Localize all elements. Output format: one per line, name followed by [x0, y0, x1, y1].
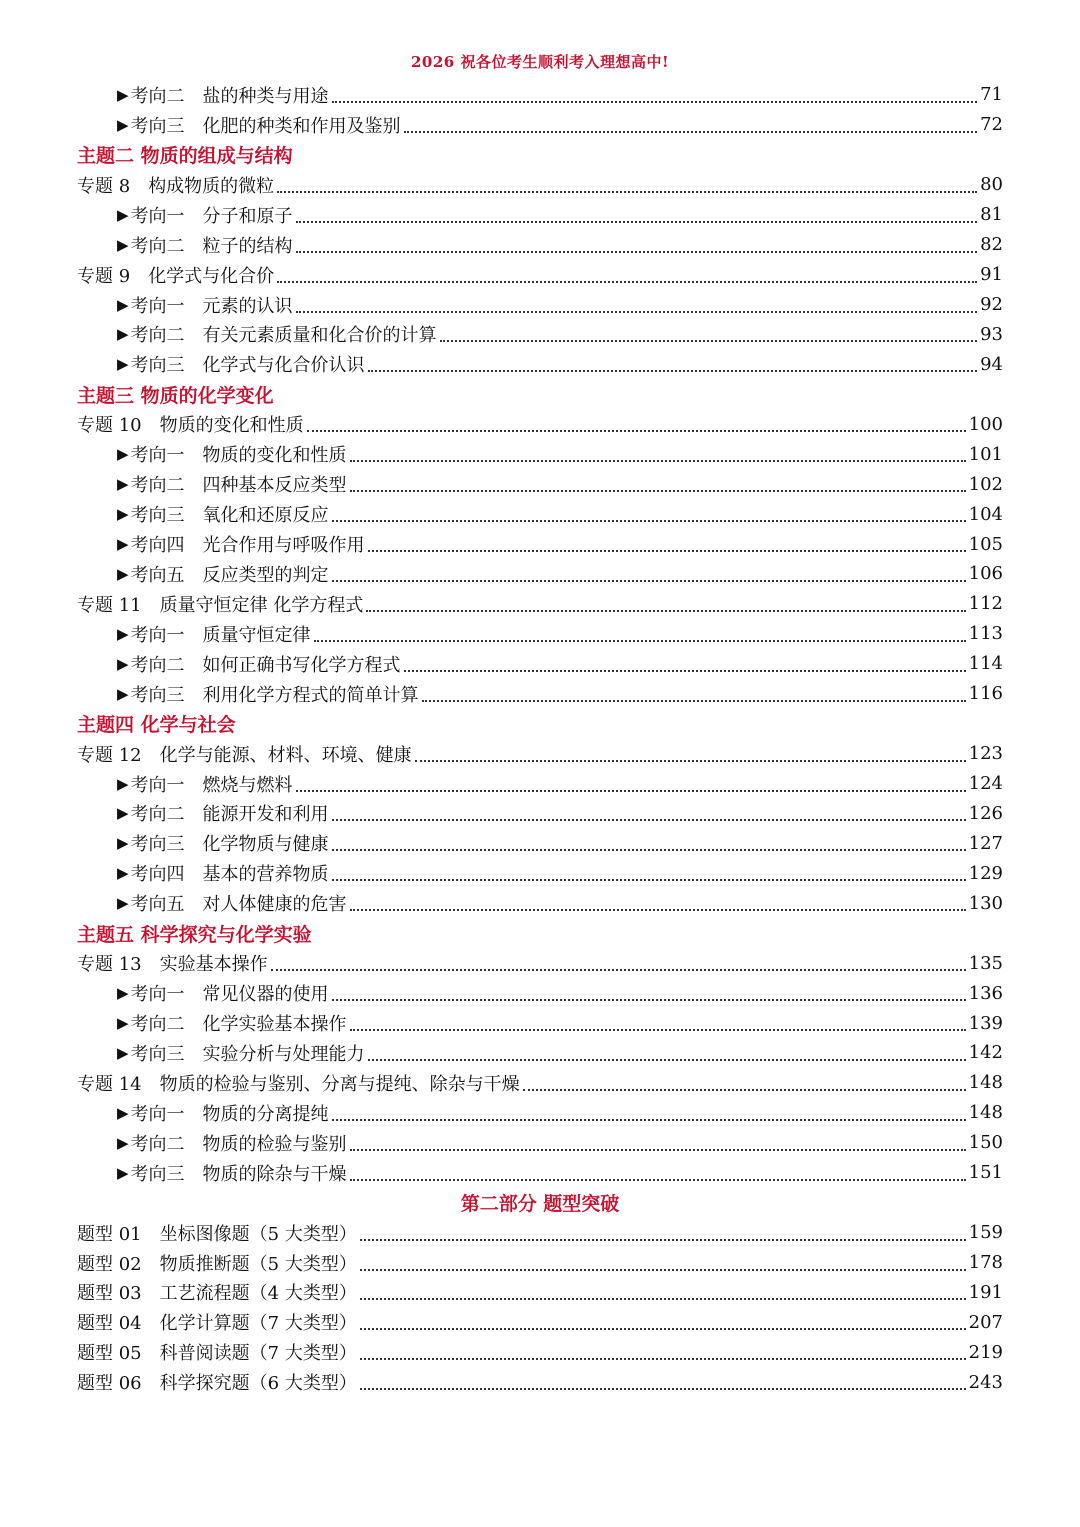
- toc-entry-zhuanti[interactable]: [77, 589, 1003, 619]
- triangle-right-icon: ▶: [117, 115, 129, 134]
- dot-leader: [523, 1089, 966, 1091]
- theme-heading[interactable]: [77, 140, 1003, 170]
- page-number: 142: [968, 1042, 1003, 1064]
- entry-title: 化学实验基本操作: [202, 1014, 347, 1036]
- entry-title: 分子和原子: [202, 205, 293, 227]
- entry-number: 题型 02: [77, 1253, 142, 1275]
- triangle-right-icon: ▶: [117, 355, 129, 374]
- entry-title: 化学物质与健康: [202, 834, 329, 856]
- dot-leader: [277, 191, 977, 193]
- entry-number: 专题 8: [77, 175, 131, 197]
- entry-label: [77, 172, 274, 198]
- entry-label: [131, 112, 401, 138]
- entry-title: 科普阅读题（7 大类型）: [159, 1343, 357, 1365]
- entry-number: 考向三: [130, 505, 185, 527]
- entry-label: [131, 890, 347, 916]
- entry-number: 专题 9: [77, 265, 131, 287]
- page-number: 101: [968, 443, 1003, 465]
- page-number: 100: [968, 413, 1003, 435]
- toc-entry-kaoxiang[interactable]: [77, 769, 1003, 799]
- entry-title: 常见仪器的使用: [202, 984, 329, 1006]
- entry-number: 考向二: [130, 654, 185, 676]
- toc-entry-kaoxiang[interactable]: [77, 619, 1003, 649]
- entry-title: 化肥的种类和作用及鉴别: [202, 115, 401, 137]
- entry-title: 利用化学方程式的简单计算: [202, 684, 419, 706]
- toc-entry-tixing[interactable]: [77, 1367, 1003, 1397]
- theme-heading[interactable]: [77, 709, 1003, 739]
- dot-leader: [350, 1149, 966, 1151]
- entry-title: 对人体健康的危害: [202, 894, 347, 916]
- heading-text: 主题四 化学与社会: [77, 714, 236, 737]
- entry-title: 构成物质的微粒: [148, 175, 275, 197]
- entry-number: 题型 03: [77, 1283, 142, 1305]
- triangle-right-icon: ▶: [117, 1133, 129, 1152]
- entry-label: [131, 980, 329, 1006]
- entry-label: [77, 1339, 357, 1365]
- dot-leader: [277, 281, 977, 283]
- triangle-right-icon: ▶: [117, 325, 129, 344]
- entry-title: 物质的除杂与干燥: [202, 1163, 347, 1185]
- dot-leader: [366, 610, 965, 612]
- entry-label: [131, 860, 329, 886]
- dot-leader: [440, 340, 978, 342]
- page-number: 82: [980, 234, 1003, 256]
- dot-leader: [368, 370, 978, 372]
- entry-title: 四种基本反应类型: [202, 475, 347, 497]
- entry-number: 考向一: [130, 445, 185, 467]
- entry-label: [131, 800, 329, 826]
- entry-title: 氧化和还原反应: [202, 505, 329, 527]
- entry-title: 盐的种类与用途: [202, 85, 329, 107]
- entry-label: [131, 1100, 329, 1126]
- entry-label: [131, 292, 293, 318]
- triangle-right-icon: ▶: [117, 505, 129, 524]
- entry-number: 考向五: [130, 564, 185, 586]
- entry-number: 考向二: [130, 804, 185, 826]
- entry-number: 专题 13: [77, 954, 142, 976]
- triangle-right-icon: ▶: [117, 205, 129, 224]
- page-number: 93: [980, 323, 1003, 345]
- entry-label: [77, 1279, 357, 1305]
- entry-number: 考向四: [130, 864, 185, 886]
- part-heading[interactable]: [77, 1188, 1003, 1218]
- entry-label: [77, 1250, 357, 1276]
- page-number: 92: [980, 294, 1003, 316]
- toc-entry-kaoxiang[interactable]: [77, 649, 1003, 679]
- entry-title: 有关元素质量和化合价的计算: [202, 325, 437, 347]
- dot-leader: [360, 1388, 966, 1390]
- entry-title: 粒子的结构: [202, 235, 293, 257]
- dot-leader: [332, 520, 966, 522]
- entry-title: 质量守恒定律 化学方程式: [159, 594, 364, 616]
- entry-title: 燃烧与燃料: [202, 774, 293, 796]
- dot-leader: [332, 580, 966, 582]
- page-number: 80: [980, 174, 1003, 196]
- entry-number: 题型 01: [77, 1223, 142, 1245]
- page-number: 112: [968, 593, 1003, 615]
- toc-entry-kaoxiang[interactable]: [77, 828, 1003, 858]
- toc-entry-kaoxiang[interactable]: [77, 1038, 1003, 1068]
- dot-leader: [368, 1059, 966, 1061]
- entry-number: 专题 14: [77, 1073, 142, 1095]
- dot-leader: [404, 131, 978, 133]
- entry-label: [131, 501, 329, 527]
- toc-entry-kaoxiang[interactable]: [77, 200, 1003, 230]
- entry-label: [131, 441, 347, 467]
- dot-leader: [350, 460, 966, 462]
- entry-number: 考向三: [130, 1043, 185, 1065]
- page-number: 91: [980, 264, 1003, 286]
- dot-leader: [350, 1179, 966, 1181]
- entry-number: 考向三: [130, 834, 185, 856]
- dot-leader: [314, 640, 966, 642]
- entry-title: 化学与能源、材料、环境、健康: [159, 744, 412, 766]
- entry-title: 化学式与化合价: [148, 265, 275, 287]
- entry-number: 考向二: [130, 85, 185, 107]
- entry-number: 考向一: [130, 774, 185, 796]
- toc-entry-tixing[interactable]: [77, 1218, 1003, 1248]
- page-header: 2026 祝各位考生顺利考入理想高中!: [410, 53, 670, 71]
- entry-title: 化学计算题（7 大类型）: [159, 1313, 357, 1335]
- page-number: 72: [980, 114, 1003, 136]
- dot-leader: [360, 1328, 966, 1330]
- entry-label: [131, 830, 329, 856]
- entry-number: 考向五: [130, 894, 185, 916]
- entry-label: [131, 202, 293, 228]
- page-number: 148: [968, 1072, 1003, 1094]
- toc-entry-zhuanti[interactable]: [77, 409, 1003, 439]
- page-number: 105: [968, 533, 1003, 555]
- toc-entry-zhuanti[interactable]: [77, 1068, 1003, 1098]
- entry-title: 实验分析与处理能力: [202, 1043, 365, 1065]
- page-number: 94: [980, 353, 1003, 375]
- theme-heading[interactable]: [77, 918, 1003, 948]
- entry-number: 题型 06: [77, 1373, 142, 1395]
- dot-leader: [332, 849, 966, 851]
- entry-title: 物质的检验与鉴别、分离与提纯、除杂与干燥: [159, 1073, 520, 1095]
- entry-label: [77, 591, 363, 617]
- page-number: 116: [968, 683, 1003, 705]
- toc-entry-kaoxiang[interactable]: [77, 1008, 1003, 1038]
- entry-number: 考向三: [130, 684, 185, 706]
- dot-leader: [422, 700, 966, 702]
- toc-entry-kaoxiang[interactable]: [77, 469, 1003, 499]
- toc-entry-tixing[interactable]: [77, 1248, 1003, 1278]
- page-number: 178: [968, 1252, 1003, 1274]
- dot-leader: [350, 490, 966, 492]
- dot-leader: [296, 251, 978, 253]
- dot-leader: [296, 790, 966, 792]
- dot-leader: [360, 1298, 966, 1300]
- entry-label: [77, 1309, 357, 1335]
- entry-title: 物质的检验与鉴别: [202, 1133, 347, 1155]
- entry-number: 考向四: [130, 535, 185, 557]
- entry-title: 实验基本操作: [159, 954, 268, 976]
- entry-title: 基本的营养物质: [202, 864, 329, 886]
- triangle-right-icon: ▶: [117, 834, 129, 853]
- page-number: 191: [968, 1281, 1003, 1303]
- dot-leader: [350, 909, 966, 911]
- entry-number: 考向三: [130, 1163, 185, 1185]
- page-number: 148: [968, 1102, 1003, 1124]
- heading-text: 主题二 物质的组成与结构: [77, 145, 293, 168]
- entry-title: 元素的认识: [202, 295, 293, 317]
- toc-entry-kaoxiang[interactable]: [77, 110, 1003, 140]
- entry-label: [77, 1220, 357, 1246]
- entry-number: 考向三: [130, 115, 185, 137]
- heading-text: 第二部分 题型突破: [460, 1193, 620, 1216]
- entry-title: 质量守恒定律: [202, 624, 311, 646]
- table-of-contents: [77, 80, 1003, 1397]
- entry-number: 考向二: [130, 475, 185, 497]
- triangle-right-icon: ▶: [117, 85, 129, 104]
- toc-entry-kaoxiang[interactable]: [77, 80, 1003, 110]
- entry-number: 考向一: [130, 984, 185, 1006]
- heading-text: 主题五 科学探究与化学实验: [77, 923, 312, 946]
- entry-number: 专题 12: [77, 744, 142, 766]
- toc-entry-kaoxiang[interactable]: [77, 1128, 1003, 1158]
- dot-leader: [296, 311, 978, 313]
- entry-title: 物质推断题（5 大类型）: [159, 1253, 357, 1275]
- entry-title: 如何正确书写化学方程式: [202, 654, 401, 676]
- heading-text: 主题三 物质的化学变化: [77, 384, 274, 407]
- toc-entry-kaoxiang[interactable]: [77, 320, 1003, 350]
- toc-entry-kaoxiang[interactable]: [77, 499, 1003, 529]
- entry-label: [131, 1130, 347, 1156]
- entry-title: 物质的变化和性质: [159, 415, 304, 437]
- page-number: 127: [968, 832, 1003, 854]
- entry-label: [131, 1160, 347, 1186]
- dot-leader: [332, 999, 966, 1001]
- page-number: 159: [968, 1222, 1003, 1244]
- dot-leader: [296, 221, 978, 223]
- toc-entry-kaoxiang[interactable]: [77, 1158, 1003, 1188]
- entry-label: [77, 1070, 520, 1096]
- triangle-right-icon: ▶: [117, 624, 129, 643]
- entry-number: 题型 04: [77, 1313, 142, 1335]
- toc-entry-kaoxiang[interactable]: [77, 439, 1003, 469]
- entry-title: 物质的分离提纯: [202, 1103, 329, 1125]
- entry-label: [77, 741, 412, 767]
- entry-title: 坐标图像题（5 大类型）: [159, 1223, 357, 1245]
- triangle-right-icon: ▶: [117, 804, 129, 823]
- entry-label: [131, 561, 329, 587]
- triangle-right-icon: ▶: [117, 1043, 129, 1062]
- dot-leader: [360, 1358, 966, 1360]
- toc-entry-tixing[interactable]: [77, 1278, 1003, 1308]
- toc-entry-kaoxiang[interactable]: [77, 349, 1003, 379]
- page-number: 113: [968, 623, 1003, 645]
- entry-title: 化学式与化合价认识: [202, 355, 365, 377]
- entry-number: 考向三: [130, 355, 185, 377]
- entry-label: [131, 771, 293, 797]
- entry-label: [131, 232, 293, 258]
- dot-leader: [332, 101, 978, 103]
- page-number: 135: [968, 952, 1003, 974]
- entry-label: [77, 262, 274, 288]
- toc-entry-kaoxiang[interactable]: [77, 858, 1003, 888]
- entry-label: [131, 471, 347, 497]
- entry-number: 专题 10: [77, 415, 142, 437]
- triangle-right-icon: ▶: [117, 564, 129, 583]
- toc-entry-zhuanti[interactable]: [77, 948, 1003, 978]
- triangle-right-icon: ▶: [117, 475, 129, 494]
- dot-leader: [350, 1029, 966, 1031]
- entry-label: [131, 351, 365, 377]
- toc-entry-kaoxiang[interactable]: [77, 290, 1003, 320]
- dot-leader: [360, 1239, 966, 1241]
- triangle-right-icon: ▶: [117, 684, 129, 703]
- page-number: 130: [968, 892, 1003, 914]
- triangle-right-icon: ▶: [117, 1163, 129, 1182]
- toc-entry-zhuanti[interactable]: [77, 170, 1003, 200]
- page-number: 81: [980, 204, 1003, 226]
- page-number: 126: [968, 802, 1003, 824]
- toc-entry-kaoxiang[interactable]: [77, 559, 1003, 589]
- entry-number: 考向一: [130, 205, 185, 227]
- dot-leader: [332, 879, 966, 881]
- page-number: 150: [968, 1132, 1003, 1154]
- entry-title: 光合作用与呼吸作用: [202, 535, 365, 557]
- entry-number: 考向二: [130, 1014, 185, 1036]
- entry-label: [131, 82, 329, 108]
- triangle-right-icon: ▶: [117, 774, 129, 793]
- triangle-right-icon: ▶: [117, 984, 129, 1003]
- entry-label: [131, 321, 437, 347]
- page-number: 102: [968, 473, 1003, 495]
- entry-label: [131, 651, 401, 677]
- entry-number: 考向一: [130, 1103, 185, 1125]
- dot-leader: [332, 819, 966, 821]
- toc-entry-zhuanti[interactable]: [77, 260, 1003, 290]
- entry-title: 反应类型的判定: [202, 564, 329, 586]
- toc-entry-kaoxiang[interactable]: [77, 1098, 1003, 1128]
- toc-entry-kaoxiang[interactable]: [77, 888, 1003, 918]
- entry-number: 考向一: [130, 624, 185, 646]
- entry-label: [131, 621, 311, 647]
- dot-leader: [360, 1269, 966, 1271]
- page-number: 114: [968, 653, 1003, 675]
- dot-leader: [415, 760, 966, 762]
- entry-title: 物质的变化和性质: [202, 445, 347, 467]
- toc-entry-kaoxiang[interactable]: [77, 529, 1003, 559]
- entry-label: [77, 1369, 357, 1395]
- page-number: 207: [968, 1311, 1003, 1333]
- page-number: 136: [968, 982, 1003, 1004]
- entry-number: 考向二: [130, 1133, 185, 1155]
- page-number: 123: [968, 743, 1003, 765]
- triangle-right-icon: ▶: [117, 295, 129, 314]
- entry-label: [131, 1040, 365, 1066]
- page-number: 106: [968, 563, 1003, 585]
- dot-leader: [332, 1119, 966, 1121]
- triangle-right-icon: ▶: [117, 1103, 129, 1122]
- page-number: 104: [968, 503, 1003, 525]
- triangle-right-icon: ▶: [117, 445, 129, 464]
- entry-number: 考向二: [130, 235, 185, 257]
- toc-entry-kaoxiang[interactable]: [77, 679, 1003, 709]
- triangle-right-icon: ▶: [117, 654, 129, 673]
- dot-leader: [307, 430, 966, 432]
- entry-label: [77, 411, 304, 437]
- toc-entry-kaoxiang[interactable]: [77, 799, 1003, 829]
- entry-number: 考向二: [130, 325, 185, 347]
- page-number: 124: [968, 773, 1003, 795]
- page-number: 71: [980, 84, 1003, 106]
- entry-number: 专题 11: [77, 594, 142, 616]
- entry-number: 考向一: [130, 295, 185, 317]
- entry-number: 题型 05: [77, 1343, 142, 1365]
- toc-entry-tixing[interactable]: [77, 1337, 1003, 1367]
- page-number: 129: [968, 862, 1003, 884]
- entry-label: [77, 950, 268, 976]
- entry-label: [131, 681, 419, 707]
- dot-leader: [404, 670, 966, 672]
- triangle-right-icon: ▶: [117, 894, 129, 913]
- entry-title: 科学探究题（6 大类型）: [159, 1373, 357, 1395]
- page-number: 219: [968, 1341, 1003, 1363]
- page-number: 151: [968, 1162, 1003, 1184]
- triangle-right-icon: ▶: [117, 864, 129, 883]
- triangle-right-icon: ▶: [117, 1014, 129, 1033]
- toc-entry-kaoxiang[interactable]: [77, 978, 1003, 1008]
- page-number: 139: [968, 1012, 1003, 1034]
- triangle-right-icon: ▶: [117, 535, 129, 554]
- toc-entry-kaoxiang[interactable]: [77, 230, 1003, 260]
- dot-leader: [271, 969, 966, 971]
- page-number: 243: [968, 1371, 1003, 1393]
- entry-label: [131, 1010, 347, 1036]
- entry-title: 工艺流程题（4 大类型）: [159, 1283, 357, 1305]
- theme-heading[interactable]: [77, 379, 1003, 409]
- toc-entry-tixing[interactable]: [77, 1307, 1003, 1337]
- triangle-right-icon: ▶: [117, 235, 129, 254]
- toc-entry-zhuanti[interactable]: [77, 739, 1003, 769]
- entry-label: [131, 531, 365, 557]
- dot-leader: [368, 550, 966, 552]
- entry-title: 能源开发和利用: [202, 804, 329, 826]
